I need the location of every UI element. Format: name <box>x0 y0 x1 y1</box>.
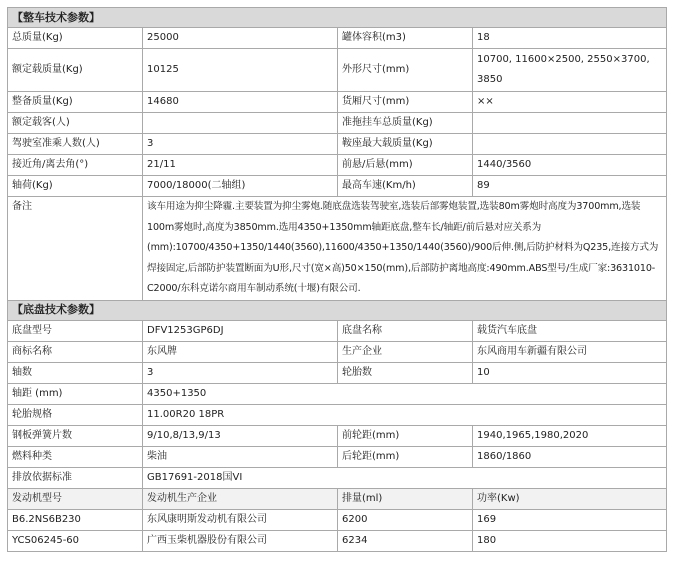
chassis-section-header <box>8 300 667 320</box>
label-cell: 接近角/离去角(°) <box>8 155 143 176</box>
spec-sheet <box>7 7 666 552</box>
label-cell: 轴数 <box>8 362 143 383</box>
label-cell: 底盘名称 <box>338 320 473 341</box>
engine-displacement: 6234 <box>338 530 473 551</box>
label-cell: 外形尺寸(mm) <box>338 49 473 92</box>
label-cell: 货厢尺寸(mm) <box>338 92 473 113</box>
table-row <box>8 404 667 425</box>
engine-column-header: 功率(Kw) <box>473 488 667 509</box>
label-cell: 前悬/后悬(mm) <box>338 155 473 176</box>
table-row <box>8 467 667 488</box>
label-cell: 整备质量(Kg) <box>8 92 143 113</box>
table-row <box>8 425 667 446</box>
label-cell: 额定载质量(Kg) <box>8 49 143 92</box>
table-row <box>8 134 667 155</box>
value-cell: 1940,1965,1980,2020 <box>473 425 667 446</box>
table-row <box>8 383 667 404</box>
value-cell: 载货汽车底盘 <box>473 320 667 341</box>
table-row <box>8 155 667 176</box>
value-cell: 东风牌 <box>143 341 338 362</box>
table-row <box>8 49 667 92</box>
label-cell: 轮胎数 <box>338 362 473 383</box>
table-row <box>8 446 667 467</box>
label-cell: 底盘型号 <box>8 320 143 341</box>
label-cell: 驾驶室准乘人数(人) <box>8 134 143 155</box>
label-cell: 商标名称 <box>8 341 143 362</box>
value-cell: 14680 <box>143 92 338 113</box>
value-cell: 21/11 <box>143 155 338 176</box>
engine-row <box>8 530 667 551</box>
label-cell: 排放依据标准 <box>8 467 143 488</box>
label-cell: 准拖挂车总质量(Kg) <box>338 113 473 134</box>
label-cell: 最高车速(Km/h) <box>338 176 473 197</box>
table-row <box>8 362 667 383</box>
label-cell: 轮胎规格 <box>8 404 143 425</box>
value-cell: 3 <box>143 362 338 383</box>
value-cell: 10700, 11600×2500, 2550×3700, 3850 <box>473 49 667 92</box>
label-cell: 钢板弹簧片数 <box>8 425 143 446</box>
chassis-section-title: 【底盘技术参数】 <box>8 300 667 320</box>
value-cell: 3 <box>143 134 338 155</box>
engine-column-header: 发动机型号 <box>8 488 143 509</box>
vehicle-section-header <box>8 8 667 28</box>
engine-model: YCS06245-60 <box>8 530 143 551</box>
engine-row <box>8 509 667 530</box>
table-row <box>8 176 667 197</box>
label-cell: 前轮距(mm) <box>338 425 473 446</box>
value-cell: 25000 <box>143 28 338 49</box>
engine-displacement: 6200 <box>338 509 473 530</box>
value-cell: 1860/1860 <box>473 446 667 467</box>
notes-row <box>8 197 667 301</box>
table-row <box>8 92 667 113</box>
label-cell: 轴距 (mm) <box>8 383 143 404</box>
value-cell <box>473 113 667 134</box>
engine-maker: 广西玉柴机器股份有限公司 <box>143 530 338 551</box>
value-cell: 7000/18000(二轴组) <box>143 176 338 197</box>
value-cell: 11.00R20 18PR <box>143 404 667 425</box>
engine-model: B6.2NS6B230 <box>8 509 143 530</box>
label-cell: 后轮距(mm) <box>338 446 473 467</box>
engine-power: 180 <box>473 530 667 551</box>
engine-header-row <box>8 488 667 509</box>
label-cell: 燃料种类 <box>8 446 143 467</box>
value-cell: ×× <box>473 92 667 113</box>
label-cell: 轴荷(Kg) <box>8 176 143 197</box>
engine-column-header: 发动机生产企业 <box>143 488 338 509</box>
table-row <box>8 28 667 49</box>
notes-label: 备注 <box>8 197 143 301</box>
value-cell: 柴油 <box>143 446 338 467</box>
label-cell: 额定载客(人) <box>8 113 143 134</box>
value-cell: 10 <box>473 362 667 383</box>
engine-maker: 东风康明斯发动机有限公司 <box>143 509 338 530</box>
notes-text: 该车用途为抑尘降霾.主要装置为抑尘雾炮.随底盘选装驾驶室,选装后部雾炮装置,选装80m雾炮时高度为3700mm,选装100m雾炮时,高度为3850mm.选用4350+1350mm轴距底盘,整车长/轴距/前后悬对应关系为(mm):10700/4350+1350/1440(3560),11600/4350+1350/1440(3560)/900后伸.侧,后防护材料为Q235,连接方式为焊接固定,后部防护装置断面为U形,尺寸(宽×高)50×150(mm),后部防护离地高度:490mm.ABS型号/生成厂家:3631010-C2000/东科克诺尔商用车制动系统(十堰)有限公司. <box>143 197 667 301</box>
value-cell: 18 <box>473 28 667 49</box>
engine-power: 169 <box>473 509 667 530</box>
value-cell: DFV1253GP6DJ <box>143 320 338 341</box>
value-cell: 1440/3560 <box>473 155 667 176</box>
table-row <box>8 320 667 341</box>
value-cell: 东风商用车新疆有限公司 <box>473 341 667 362</box>
label-cell: 罐体容积(m3) <box>338 28 473 49</box>
label-cell: 总质量(Kg) <box>8 28 143 49</box>
value-cell: 89 <box>473 176 667 197</box>
vehicle-section-title: 【整车技术参数】 <box>8 8 667 28</box>
label-cell: 生产企业 <box>338 341 473 362</box>
engine-column-header: 排量(ml) <box>338 488 473 509</box>
value-cell <box>473 134 667 155</box>
value-cell: GB17691-2018国VI <box>143 467 667 488</box>
value-cell: 10125 <box>143 49 338 92</box>
table-row <box>8 113 667 134</box>
value-cell <box>143 113 338 134</box>
table-row <box>8 341 667 362</box>
value-cell: 9/10,8/13,9/13 <box>143 425 338 446</box>
spec-table <box>7 7 667 552</box>
value-cell: 4350+1350 <box>143 383 667 404</box>
label-cell: 鞍座最大载质量(Kg) <box>338 134 473 155</box>
